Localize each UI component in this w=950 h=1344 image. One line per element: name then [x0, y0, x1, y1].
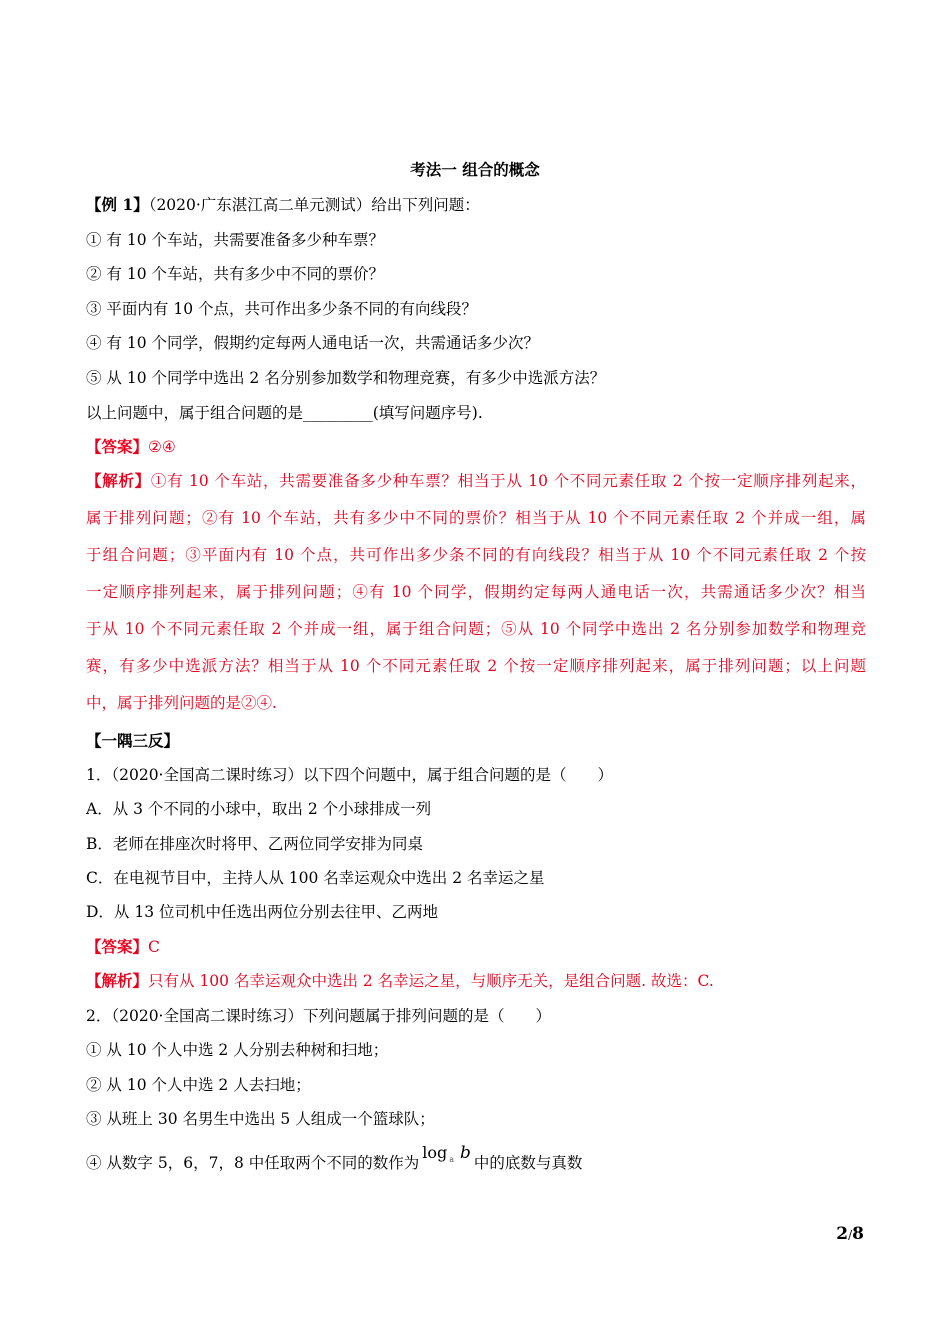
example-answer: [86, 436, 864, 458]
analysis-line: 赛，有多少中选派方法？相当于从 10 个不同元素任取 2 个按一定顺序排列起来，属于排列问题；以上问题: [86, 657, 866, 675]
analysis-line: 属于排列问题；②有 10 个车站，共有多少中不同的票价？相当于从 10 个不同元素任取 2 个并成一组，属: [86, 509, 866, 527]
q1-stem: 1．（2020·全国高二课时练习）以下四个问题中，属于组合问题的是（ ）: [86, 766, 613, 784]
analysis-line: 【解析】①有 10 个车站，共需要准备多少种车票？相当于从 10 个不同元素任取 2 个按一定顺序排列起来，: [86, 471, 866, 490]
analysis-line: 一定顺序排列起来，属于排列问题；④有 10 个同学，假期约定每两人通电话一次，共需通话多少次？相当: [86, 583, 866, 601]
analysis-line: 于组合问题；③平面内有 10 个点，共可作出多少条不同的有向线段？相当于从 10 个不同元素任取 2 个按: [86, 546, 866, 564]
practice-tag: 【一隅三反】: [86, 731, 180, 750]
analysis-text: 只有从 100 名幸运观众中选出 2 名幸运之星，与顺序无关，是组合问题. 故选：C.: [148, 972, 714, 990]
q1-option-b: B．老师在排座次时将甲、乙两位同学安排为同桌: [86, 835, 423, 853]
example-source: （2020·广东湛江高二单元测试）给出下列问题：: [148, 196, 480, 214]
q1-option-c: C．在电视节目中，主持人从 100 名幸运观众中选出 2 名幸运之星: [86, 869, 545, 887]
analysis-tag: 【解析】: [86, 471, 151, 490]
log-formula: log $^a$ b: [422, 1143, 471, 1164]
example-item: ③ 平面内有 10 个点，共可作出多少条不同的有向线段？: [86, 300, 478, 318]
q2-item: ① 从 10 个人中选 2 人分别去种树和扫地；: [86, 1041, 389, 1059]
answer-value: C: [148, 938, 160, 956]
example-item: ① 有 10 个车站，共需要准备多少种车票？: [86, 231, 385, 249]
q2-item: ③ 从班上 30 名男生中选出 5 人组成一个篮球队；: [86, 1110, 435, 1128]
q1-answer: [86, 936, 864, 958]
example-item: ④ 有 10 个同学，假期约定每两人通电话一次，共需通话多少次？: [86, 334, 540, 352]
analysis-line: 于从 10 个不同元素任取 2 个并成一组，属于组合问题；⑤从 10 个同学中选出 2 名分别参加数学和物理竞: [86, 620, 866, 638]
example-item: ⑤ 从 10 个同学中选出 2 名分别参加数学和物理竞赛，有多少中选派方法？: [86, 369, 606, 387]
answer-tag: 【答案】: [86, 437, 149, 456]
q1-option-a: A．从 3 个不同的小球中，取出 2 个小球排成一列: [86, 800, 432, 818]
answer-tag: 【答案】: [86, 937, 149, 956]
page-number: 2/8: [836, 1224, 864, 1244]
q2-item-4: ④ 从数字 5，6，7，8 中任取两个不同的数作为log $^a$ b 中的底数与真数: [86, 1152, 864, 1177]
q2-stem: 2．（2020·全国高二课时练习）下列问题属于排列问题的是（ ）: [86, 1007, 551, 1025]
example-item: ② 有 10 个车站，共有多少中不同的票价？: [86, 265, 385, 283]
answer-value: ②④: [148, 438, 176, 456]
example-analysis: [86, 470, 866, 729]
analysis-tag: 【解析】: [86, 971, 149, 990]
example-tag: 【例 1】: [86, 195, 149, 214]
example-question: 以上问题中，属于组合问题的是_________(填写问题序号).: [86, 404, 483, 422]
analysis-line: 中，属于排列问题的是②④.: [86, 694, 277, 712]
q1-option-d: D．从 13 位司机中任选出两位分别去往甲、乙两地: [86, 903, 439, 921]
q2-item: ② 从 10 个人中选 2 人去扫地；: [86, 1076, 311, 1094]
q1-analysis: [86, 970, 864, 992]
section-title: 考法一 组合的概念: [410, 160, 540, 179]
example-header: [86, 194, 864, 216]
